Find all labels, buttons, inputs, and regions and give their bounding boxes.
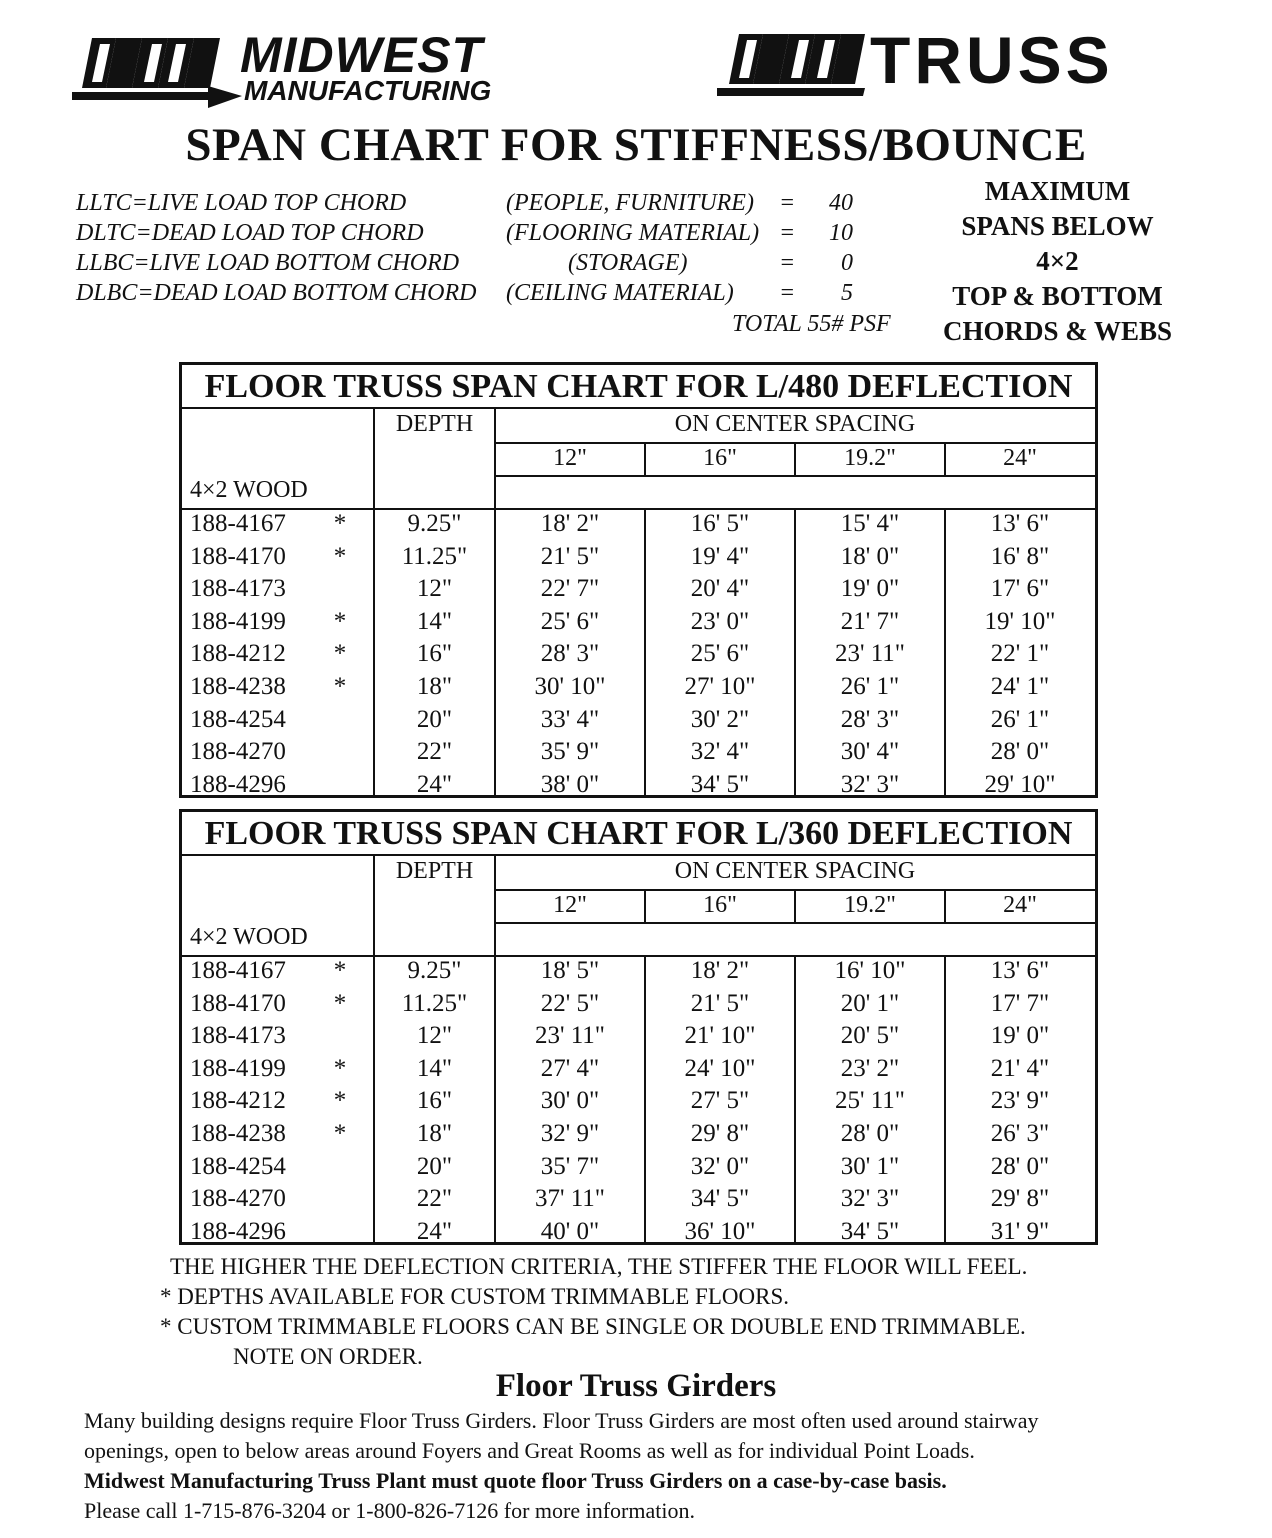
load-eq: = (779, 280, 796, 306)
part-number: 188-4270 (190, 1185, 286, 1213)
row-divider (495, 889, 1095, 891)
part-number: 188-4199 (190, 607, 286, 635)
span-value: 16' 8" (990, 542, 1050, 570)
load-desc: (STORAGE) (568, 250, 688, 276)
part-number: 188-4212 (190, 640, 286, 668)
span-value: 28' 0" (990, 738, 1050, 766)
span-value: 34' 5" (690, 770, 750, 798)
span-value: 28' 0" (840, 1120, 900, 1147)
span-value: 26' 1" (840, 673, 900, 700)
span-value: 33' 4" (540, 705, 600, 733)
max-spans-line: TOP & BOTTOM (952, 281, 1163, 311)
span-value: 24' 10" (684, 1054, 756, 1082)
span-value: 20' 1" (840, 989, 900, 1017)
load-label: LLBC=LIVE LOAD BOTTOM CHORD (76, 250, 460, 276)
depth-value: 18" (416, 673, 453, 700)
part-number: 188-4167 (190, 510, 286, 537)
part-number: 188-4238 (190, 673, 286, 700)
span-value: 27' 5" (690, 1087, 750, 1115)
row-divider (495, 475, 1095, 477)
load-value: 0 (841, 250, 853, 276)
span-value: 19' 10" (984, 607, 1056, 635)
span-value: 27' 10" (684, 673, 756, 700)
load-eq: = (779, 250, 796, 276)
depth-value: 20" (416, 705, 453, 733)
span-value: 28' 3" (540, 640, 600, 668)
spacing-header: ON CENTER SPACING (674, 858, 916, 884)
depth-value: 12" (416, 1022, 453, 1050)
girders-line: openings, open to below areas around Foyers and Great Rooms as well as for individual Point Loads. (84, 1438, 975, 1463)
span-value: 30' 10" (534, 673, 606, 700)
part-number: 188-4170 (190, 989, 286, 1017)
girders-paragraph (84, 1406, 1194, 1526)
span-table-l360 (179, 809, 1098, 1245)
depth-value: 18" (416, 1120, 453, 1147)
depth-value: 14" (416, 1054, 453, 1082)
span-value: 23' 11" (834, 640, 906, 668)
load-desc: (CEILING MATERIAL) (506, 280, 734, 306)
trimmable-star: * (333, 542, 347, 570)
note-line: * DEPTHS AVAILABLE FOR CUSTOM TRIMMABLE FLOORS. (160, 1284, 789, 1309)
span-value: 38' 0" (540, 770, 600, 798)
span-value: 32' 0" (690, 1152, 750, 1180)
load-desc: (FLOORING MATERIAL) (506, 220, 760, 246)
max-spans-note (930, 174, 1185, 349)
depth-header: DEPTH (395, 411, 474, 437)
span-value: 19' 4" (690, 542, 750, 570)
depth-value: 24" (416, 770, 453, 798)
spacing-col-header: 16" (703, 445, 737, 471)
load-desc: (PEOPLE, FURNITURE) (506, 190, 754, 216)
load-eq: = (779, 220, 796, 246)
part-number: 188-4167 (190, 957, 286, 984)
span-value: 15' 4" (840, 510, 900, 537)
span-value: 32' 9" (540, 1120, 600, 1147)
span-value: 40' 0" (540, 1217, 600, 1245)
span-value: 34' 5" (840, 1217, 900, 1245)
row-divider (495, 442, 1095, 444)
span-value: 17' 6" (990, 575, 1050, 603)
span-value: 25' 6" (690, 640, 750, 668)
part-number: 188-4212 (190, 1087, 286, 1115)
depth-value: 22" (416, 1185, 453, 1213)
span-value: 19' 0" (990, 1022, 1050, 1050)
span-value: 21' 4" (990, 1054, 1050, 1082)
load-eq: = (779, 190, 796, 216)
depth-value: 11.25" (401, 989, 468, 1017)
span-value: 21' 7" (840, 607, 900, 635)
span-value: 35' 9" (540, 738, 600, 766)
load-label: DLTC=DEAD LOAD TOP CHORD (76, 220, 424, 246)
span-value: 18' 0" (840, 542, 900, 570)
part-number: 188-4173 (190, 1022, 286, 1050)
depth-value: 22" (416, 738, 453, 766)
spacing-col-header: 19.2" (844, 892, 896, 918)
girders-line: Please call 1-715-876-3204 or 1-800-826-7126 for more information. (84, 1498, 695, 1523)
span-value: 20' 4" (690, 575, 750, 603)
logo-manufacturing-text: MANUFACTURING (244, 75, 492, 106)
span-value: 23' 0" (690, 607, 750, 635)
span-value: 18' 2" (690, 957, 750, 984)
depth-value: 11.25" (401, 542, 468, 570)
span-value: 25' 11" (834, 1087, 906, 1115)
span-value: 35' 7" (540, 1152, 600, 1180)
row-divider (495, 922, 1095, 924)
span-value: 13' 6" (990, 510, 1050, 537)
trimmable-star: * (333, 1087, 347, 1115)
span-value: 19' 0" (840, 575, 900, 603)
load-value: 40 (829, 190, 853, 216)
span-value: 25' 6" (540, 607, 600, 635)
depth-value: 20" (416, 1152, 453, 1180)
trimmable-star: * (333, 957, 347, 984)
span-value: 23' 9" (990, 1087, 1050, 1115)
depth-value: 24" (416, 1217, 453, 1245)
load-value: 10 (829, 220, 853, 246)
max-spans-line: CHORDS & WEBS (942, 316, 1173, 346)
span-value: 30' 4" (840, 738, 900, 766)
table-title: FLOOR TRUSS SPAN CHART FOR L/360 DEFLECTION (182, 812, 1095, 856)
depth-value: 9.25" (407, 510, 462, 537)
depth-value: 12" (416, 575, 453, 603)
part-number: 188-4254 (190, 705, 286, 733)
span-value: 13' 6" (990, 957, 1050, 984)
trimmable-star: * (333, 673, 347, 700)
span-value: 16' 10" (834, 957, 906, 984)
span-value: 22' 7" (540, 575, 600, 603)
span-value: 30' 2" (690, 705, 750, 733)
trimmable-star: * (333, 510, 347, 537)
span-value: 16' 5" (690, 510, 750, 537)
wood-header: 4×2 WOOD (190, 924, 308, 950)
wood-header: 4×2 WOOD (190, 477, 308, 503)
span-value: 28' 3" (840, 705, 900, 733)
note-line: NOTE ON ORDER. (233, 1344, 423, 1369)
span-table-l480 (179, 362, 1098, 798)
max-spans-line: SPANS BELOW (961, 211, 1154, 241)
depth-header: DEPTH (395, 858, 474, 884)
span-value: 30' 1" (840, 1152, 900, 1180)
girders-line: Many building designs require Floor Truss Girders. Floor Truss Girders are most often used around stairway (84, 1408, 1039, 1433)
part-number: 188-4173 (190, 575, 286, 603)
span-value: 34' 5" (690, 1185, 750, 1213)
trimmable-star: * (333, 607, 347, 635)
span-value: 22' 5" (540, 989, 600, 1017)
span-value: 29' 8" (690, 1120, 750, 1147)
trimmable-star: * (333, 1054, 347, 1082)
span-value: 32' 4" (690, 738, 750, 766)
max-spans-line: 4×2 (1036, 246, 1079, 276)
span-value: 17' 7" (990, 989, 1050, 1017)
note-line: THE HIGHER THE DEFLECTION CRITERIA, THE STIFFER THE FLOOR WILL FEEL. (170, 1254, 1028, 1279)
trimmable-star: * (333, 1120, 347, 1147)
span-value: 26' 1" (990, 705, 1050, 733)
max-spans-line: MAXIMUM (984, 176, 1131, 206)
span-value: 28' 0" (990, 1152, 1050, 1180)
spacing-col-header: 12" (553, 445, 587, 471)
load-label: LLTC=LIVE LOAD TOP CHORD (76, 190, 407, 216)
depth-value: 16" (416, 640, 453, 668)
span-value: 27' 4" (540, 1054, 600, 1082)
depth-value: 9.25" (407, 957, 462, 984)
spacing-col-header: 24" (1003, 892, 1037, 918)
span-value: 32' 3" (840, 1185, 900, 1213)
span-value: 21' 10" (684, 1022, 756, 1050)
part-number: 188-4296 (190, 1217, 286, 1245)
logo-truss-text: TRUSS (870, 23, 1114, 97)
span-value: 18' 5" (540, 957, 600, 984)
spacing-col-header: 16" (703, 892, 737, 918)
part-number: 188-4170 (190, 542, 286, 570)
span-value: 20' 5" (840, 1022, 900, 1050)
span-value: 24' 1" (990, 673, 1050, 700)
depth-value: 16" (416, 1087, 453, 1115)
spacing-col-header: 19.2" (844, 445, 896, 471)
span-value: 29' 10" (984, 770, 1056, 798)
spacing-col-header: 24" (1003, 445, 1037, 471)
span-value: 37' 11" (534, 1185, 606, 1213)
girders-line-bold: Midwest Manufacturing Truss Plant must quote floor Truss Girders on a case-by-case basis. (84, 1468, 947, 1493)
span-value: 21' 5" (690, 989, 750, 1017)
trimmable-star: * (333, 640, 347, 668)
logo-midwest-text: MIDWEST (240, 27, 484, 83)
span-value: 23' 2" (840, 1054, 900, 1082)
part-number: 188-4238 (190, 1120, 286, 1147)
span-value: 18' 2" (540, 510, 600, 537)
span-value: 29' 8" (990, 1185, 1050, 1213)
span-value: 26' 3" (990, 1120, 1050, 1147)
part-number: 188-4270 (190, 738, 286, 766)
part-number: 188-4199 (190, 1054, 286, 1082)
span-value: 32' 3" (840, 770, 900, 798)
span-value: 36' 10" (684, 1217, 756, 1245)
span-value: 21' 5" (540, 542, 600, 570)
load-label: DLBC=DEAD LOAD BOTTOM CHORD (76, 280, 477, 306)
span-value: 23' 11" (534, 1022, 606, 1050)
page-title: SPAN CHART FOR STIFFNESS/BOUNCE (185, 119, 1087, 171)
part-number: 188-4296 (190, 770, 286, 798)
load-total: TOTAL 55# PSF (732, 311, 891, 337)
span-value: 31' 9" (990, 1217, 1050, 1245)
mm-truss-logo (715, 23, 1195, 106)
span-value: 22' 1" (990, 640, 1050, 668)
part-number: 188-4254 (190, 1152, 286, 1180)
note-line: * CUSTOM TRIMMABLE FLOORS CAN BE SINGLE OR DOUBLE END TRIMMABLE. (160, 1314, 1026, 1339)
load-value: 5 (841, 280, 853, 306)
span-value: 30' 0" (540, 1087, 600, 1115)
mm-truss-mark-icon (715, 26, 875, 106)
depth-value: 14" (416, 607, 453, 635)
midwest-manufacturing-logo (72, 26, 542, 118)
trimmable-star: * (333, 989, 347, 1017)
girders-heading: Floor Truss Girders (495, 1368, 777, 1404)
table-title: FLOOR TRUSS SPAN CHART FOR L/480 DEFLECTION (182, 365, 1095, 409)
spacing-col-header: 12" (553, 892, 587, 918)
spacing-header: ON CENTER SPACING (674, 411, 916, 437)
